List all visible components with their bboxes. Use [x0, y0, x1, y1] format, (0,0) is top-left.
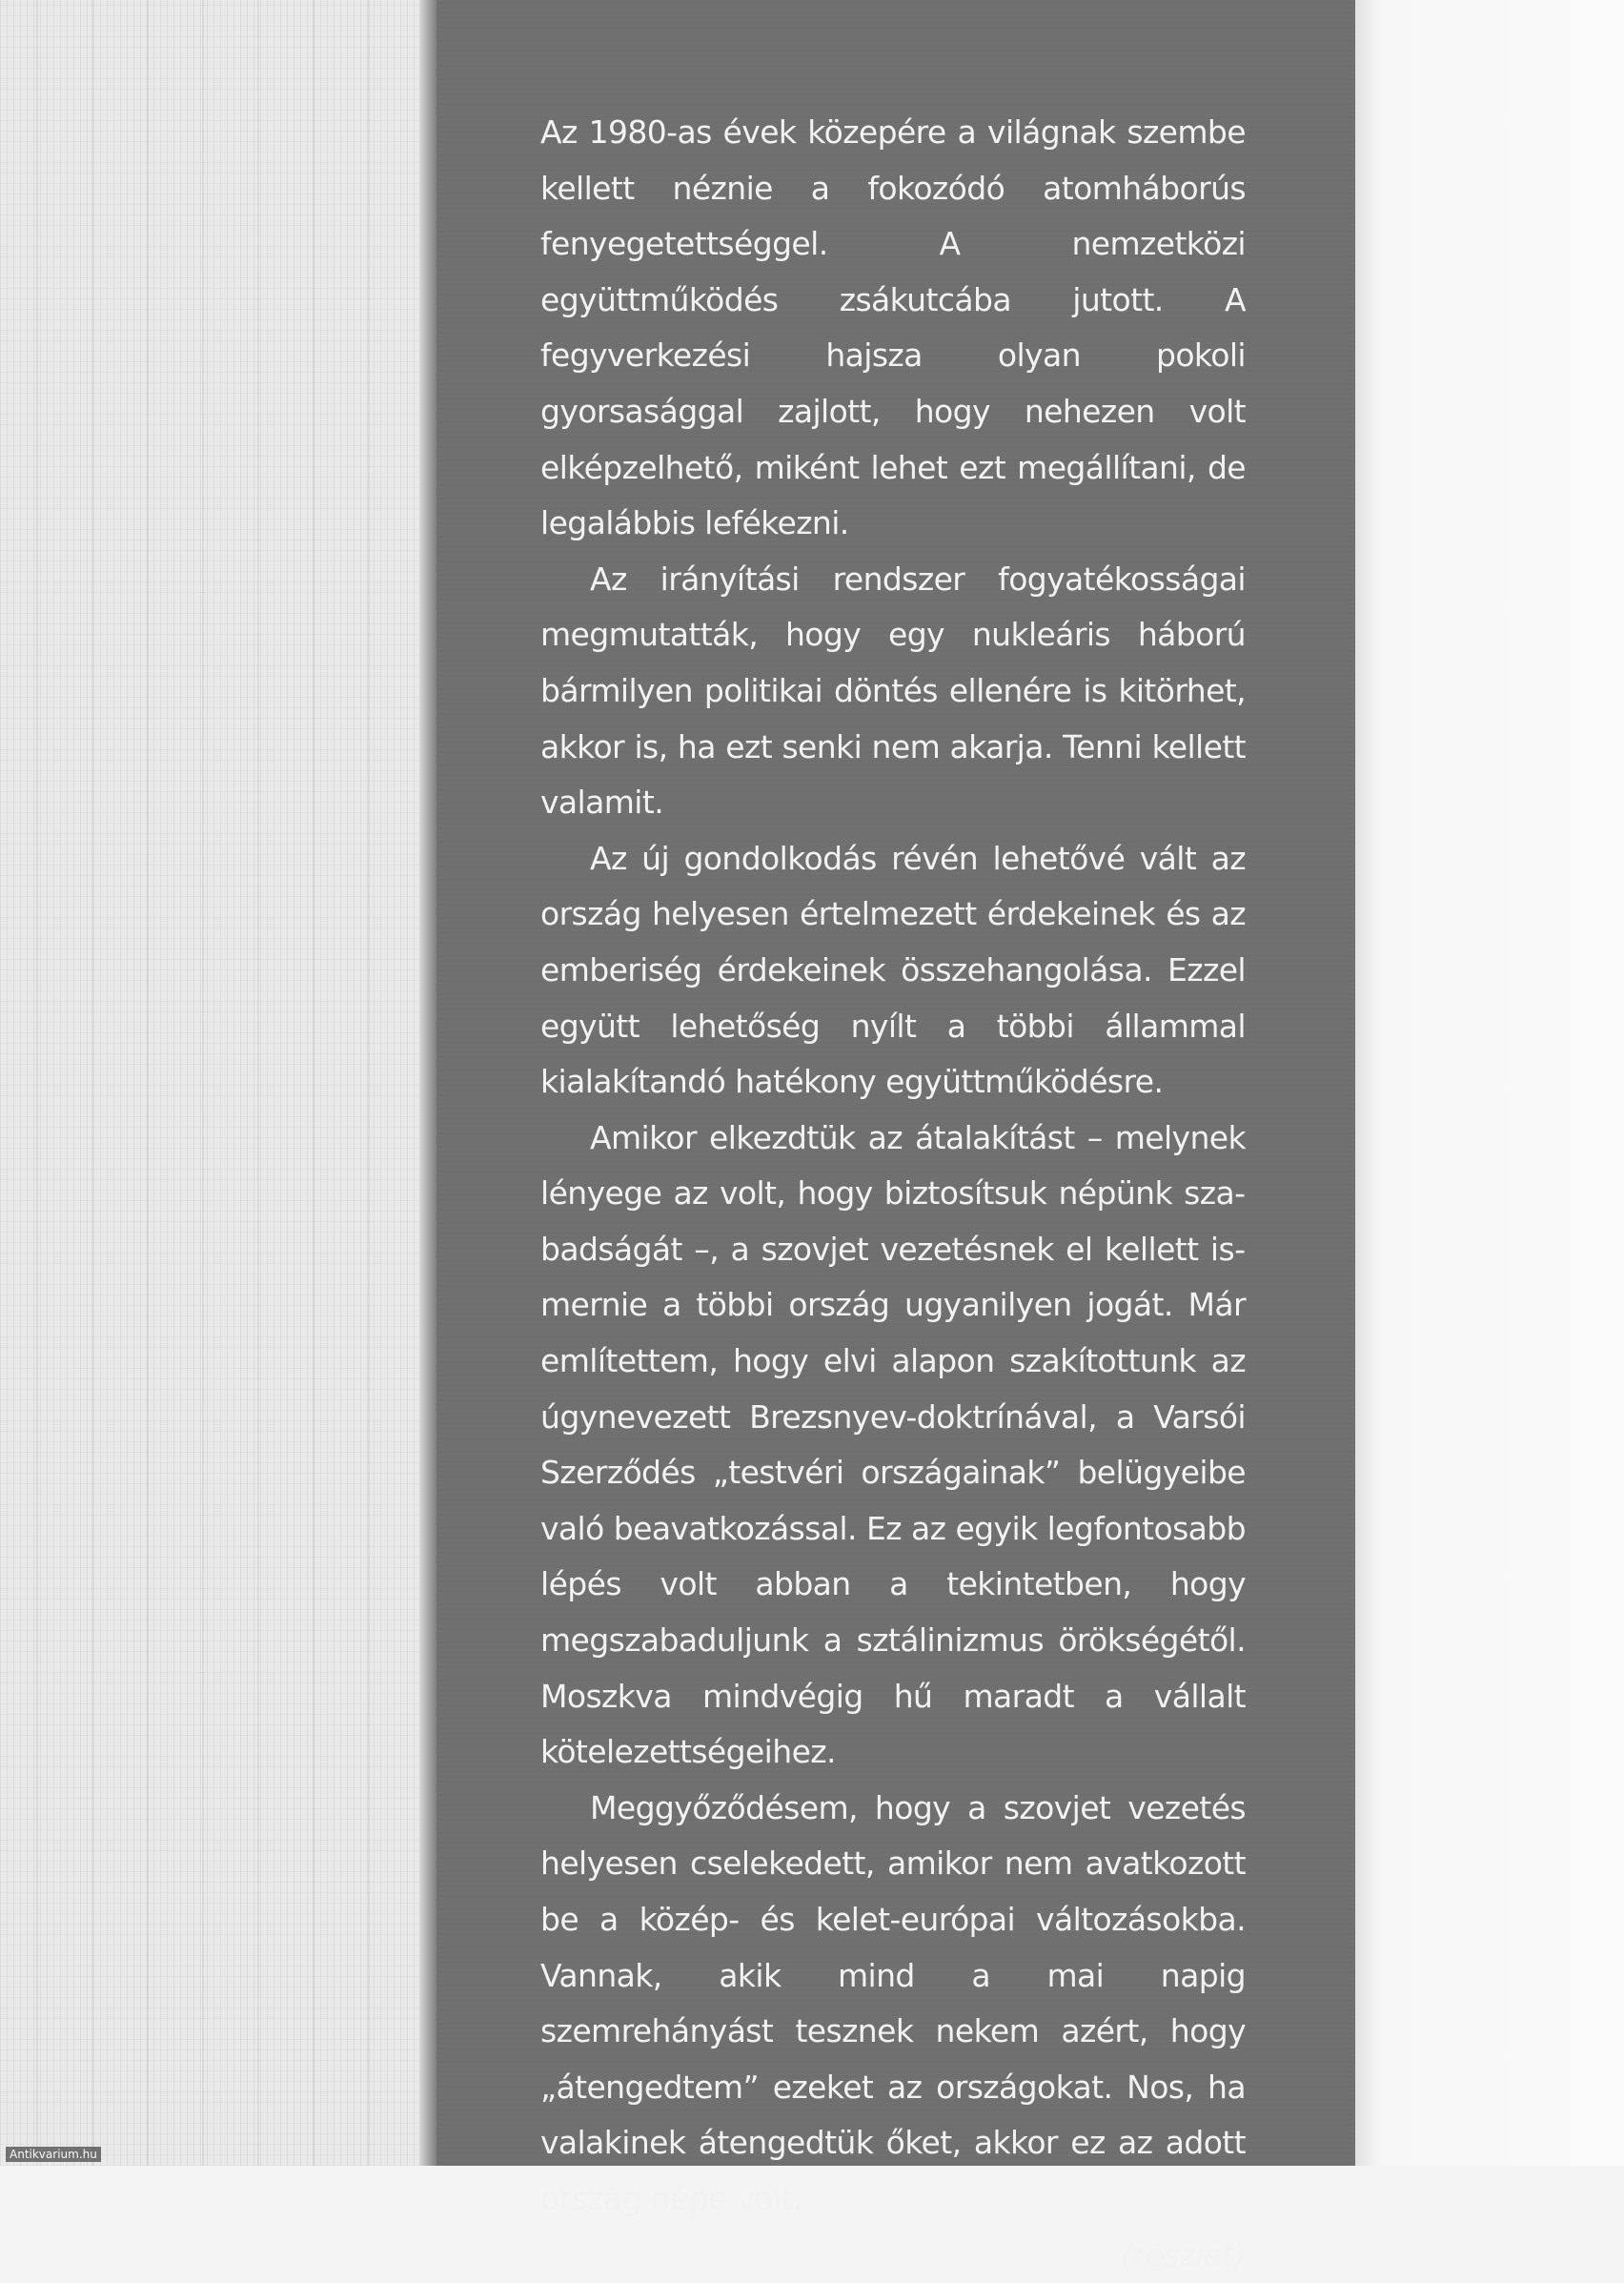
right-paper-margin	[1355, 0, 1624, 2166]
paragraph-5: Meggyőződésem, hogy a szovjet vezetés helyesen cselekedett, amikor nem avatkozott be a közép- és kelet-európai változásokba. Vannak, akik mind a mai napig szemrehányást tesznek nekem azért, hogy „átengedtem” ezeket az országokat. Nos, ha valakinek átengedtük őket, akkor ez az adott ország népe volt.	[540, 1788, 1246, 2217]
paragraph-4: Amikor elkezdtük az átalakítást – melynek lényege az volt, hogy biztosítsuk népünk szabadságát –, a szovjet vezetésnek el kellett ismernie a többi ország ugyanilyen jogát. Már említettem, hogy elvi alapon szakítottunk az úgynevezett Brezsnyev-doktrínával, a Varsói Szerződés „testvéri országainak” belügyeibe való beavatkozással. Ez az egyik legfontosabb lépés volt abban a tekintetben, hogy megszabaduljunk a sztálinizmus örökségétől. Moszkva mindvégig hű maradt a vállalt kötelezettségeihez.	[540, 1118, 1246, 1771]
paragraph-2: Az irányítási rendszer fogyatékosságai megmutatták, hogy egy nukleáris háború bármilyen politikai döntés ellenére is kitörhet, akkor is, ha ezt senki nem akarja. Tenni kellett valamit.	[540, 560, 1246, 822]
paragraph-1: Az 1980-as évek közepére a világnak szembe kellett néznie a fokozódó atomháborús fenyegetettséggel. A nemzetközi együttműködés zsákutcába jutott. A fegyverkezési hajsza olyan pokoli gyorsasággal zajlott, hogy nehezen volt elképzelhető, miként lehet ezt megállítani, de legalábbis lefékezni.	[540, 113, 1246, 542]
paragraph-3: Az új gondolkodás révén lehetővé vált az ország helyesen értelmezett érdekeinek és az emberiség érdekeinek összehangolása. Ezzel együtt lehetőség nyílt a többi állammal kialakítandó hatékony együttműködésre.	[540, 839, 1246, 1101]
left-paper-texture	[0, 0, 431, 2166]
watermark: Antikvarium.hu	[6, 2147, 101, 2162]
excerpt-note: (részlet)	[1120, 2235, 1246, 2273]
blurb-text	[540, 105, 1246, 2283]
